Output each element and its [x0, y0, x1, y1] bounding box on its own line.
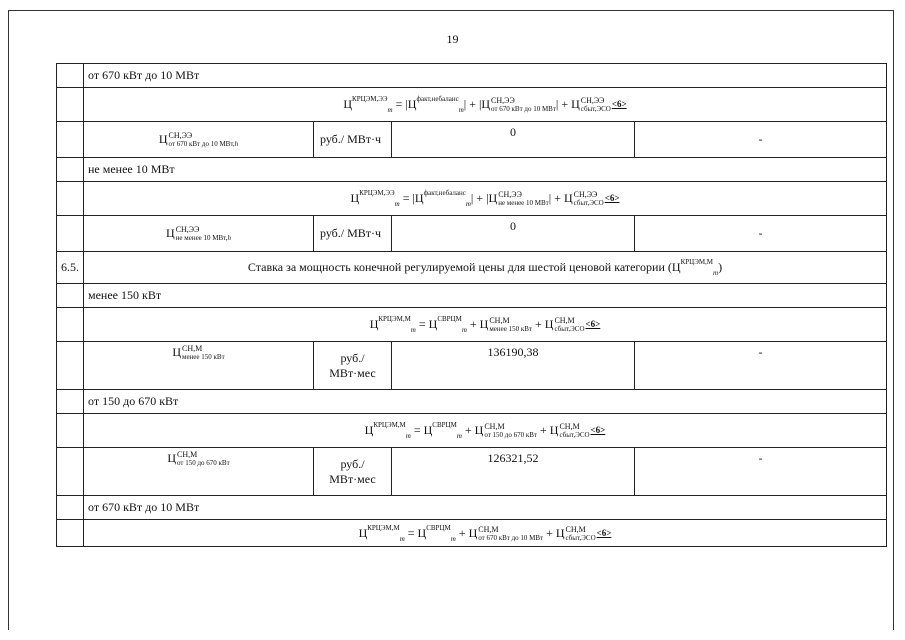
subsection-label: от 150 до 670 кВт: [84, 390, 887, 414]
parameter-symbol: Ц СН,ЭЭ не менее 10 МВт,h: [84, 216, 314, 252]
page-number: 19: [446, 32, 459, 46]
subsection-row: [57, 390, 887, 414]
dash-cell: -: [635, 342, 887, 390]
value-cell: 126321,52: [392, 448, 635, 496]
formula-row: [57, 414, 887, 448]
formula-row: [57, 182, 887, 216]
parameter-symbol: Ц СН,М менее 150 кВт: [84, 342, 314, 390]
section-title: Ставка за мощность конечной регулируемой цены для шестой ценовой категории $(Ц^{КРЦЭМ,М}_m)$: [84, 252, 887, 284]
footnote-ref: <6>: [604, 193, 620, 203]
table-row: [57, 216, 887, 252]
unit-cell: руб./ МВт·ч: [314, 122, 392, 158]
subsection-row: [57, 496, 887, 520]
section-number: 6.5.: [57, 252, 84, 284]
formula-row: [57, 520, 887, 547]
formula: $Ц^{КРЦЭМ,М}_m = Ц^{СВРЦМ}_m + Ц$ СН,М менее 150 кВт + Ц СН,М сбыт,ЭСО <6>: [84, 308, 887, 342]
formula-row: [57, 308, 887, 342]
value-cell: 136190,38: [392, 342, 635, 390]
footnote-ref: <6>: [611, 99, 627, 109]
footnote-ref: <6>: [585, 319, 601, 329]
subsection-row: [57, 158, 887, 182]
value-cell: 0: [392, 122, 635, 158]
page-frame-right: [893, 10, 894, 630]
unit-cell: руб./ МВт·ч: [314, 216, 392, 252]
subsection-label: от 670 кВт до 10 МВт: [84, 496, 887, 520]
page-frame-left: [8, 10, 9, 630]
parameter-symbol: Ц СН,ЭЭ от 670 кВт до 10 МВт,h: [84, 122, 314, 158]
dash-cell: -: [635, 122, 887, 158]
table-row: [57, 448, 887, 496]
footnote-ref: <6>: [596, 527, 612, 538]
formula: $Ц^{КРЦЭМ,М}_m = Ц^{СВРЦМ}_m + Ц$ СН,М от 150 до 670 кВт + Ц СН,М сбыт,ЭСО <6>: [84, 414, 887, 448]
subsection-row: [57, 64, 887, 88]
subsection-label: менее 150 кВт: [84, 284, 887, 308]
subsection-row: [57, 284, 887, 308]
dash-cell: -: [635, 448, 887, 496]
formula: $Ц^{КРЦЭМ,М}_m = Ц^{СВРЦМ}_m + Ц$ СН,М от 670 кВт до 10 МВт + Ц СН,М сбыт,ЭСО <6>: [84, 520, 887, 547]
page-frame-top: [8, 10, 893, 11]
unit-cell: руб./ МВт·мес: [314, 448, 392, 496]
section-header-row: [57, 252, 887, 284]
subsection-label: от 670 кВт до 10 МВт: [84, 64, 887, 88]
table-row: [57, 122, 887, 158]
dash-cell: -: [635, 216, 887, 252]
tariff-table: [56, 63, 887, 547]
formula-row: [57, 88, 887, 122]
formula: $Ц^{КРЦЭМ,ЭЭ}_m = |Ц^{факт,небаланс}_m| + |Ц$ СН,ЭЭ не менее 10 МВт | + Ц СН,ЭЭ сбыт,ЭСО <6>: [84, 182, 887, 216]
value-cell: 0: [392, 216, 635, 252]
footnote-ref: <6>: [590, 425, 606, 435]
parameter-symbol: Ц СН,М от 150 до 670 кВт: [84, 448, 314, 496]
table-row: [57, 342, 887, 390]
formula: $Ц^{КРЦЭМ,ЭЭ}_m = |Ц^{факт,небаланс}_m| + |Ц$ СН,ЭЭ от 670 кВт до 10 МВт | + Ц СН,ЭЭ сбыт,ЭСО <6>: [84, 88, 887, 122]
unit-cell: руб./ МВт·мес: [314, 342, 392, 390]
subsection-label: не менее 10 МВт: [84, 158, 887, 182]
